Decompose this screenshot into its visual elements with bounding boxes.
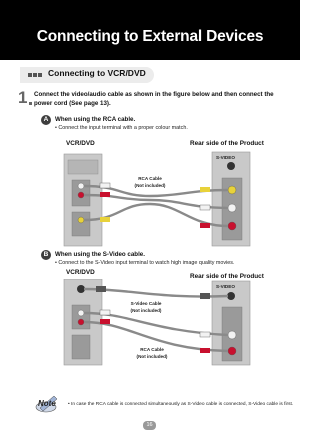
section-title: Connecting to VCR/DVD [48,68,146,78]
product-panel-b [212,281,250,365]
option-a-badge: A [41,115,51,125]
page-title: Connecting to External Devices [36,28,264,45]
title-bar [0,0,300,60]
vcr-panel [64,154,102,246]
note-text: • In case the RCA cable is connected simultaneously as S-Video cable is connected, S-Video cable is first. [68,402,294,407]
page-number: 16 [143,421,156,430]
step-dot [29,102,32,105]
option-b-device-label: VCR/DVD [66,269,95,276]
section-dots-icon [28,73,46,78]
product-panel [212,152,250,246]
option-a-product-label: Rear side of the Product [190,140,264,147]
svideo-port-label-b: S-VIDEO [216,284,235,289]
svideo-port-label: S-VIDEO [216,155,235,160]
step-number: 1 [18,88,28,107]
option-b-badge: B [41,250,51,260]
rca-cable-note-b: (Not included) [136,354,168,359]
rca-cable-label: RCA Cable [138,176,162,181]
svideo-cable-label: S-Video Cable [130,301,162,306]
option-b-description: • Connect to the S-Video input terminal to watch high image quality movies. [55,260,235,266]
option-a-description: • Connect the input terminal with a proper colour match. [55,125,188,131]
rca-connection-diagram [0,148,300,248]
svideo-connection-diagram [0,279,300,367]
svideo-cable-note: (Not included) [130,308,162,313]
rca-cable-note: (Not included) [134,183,166,188]
option-a-heading: When using the RCA cable. [55,116,136,123]
option-b-product-label: Rear side of the Product [190,273,264,280]
step-instruction: Connect the video/audio cable as shown in the figure below and then connect the power cord (See page 13). [34,91,274,107]
option-a-device-label: VCR/DVD [66,140,95,147]
note-label: Note [38,399,56,408]
rca-cable-label-b: RCA Cable [140,347,164,352]
option-b-heading: When using the S-Video cable. [55,251,145,258]
